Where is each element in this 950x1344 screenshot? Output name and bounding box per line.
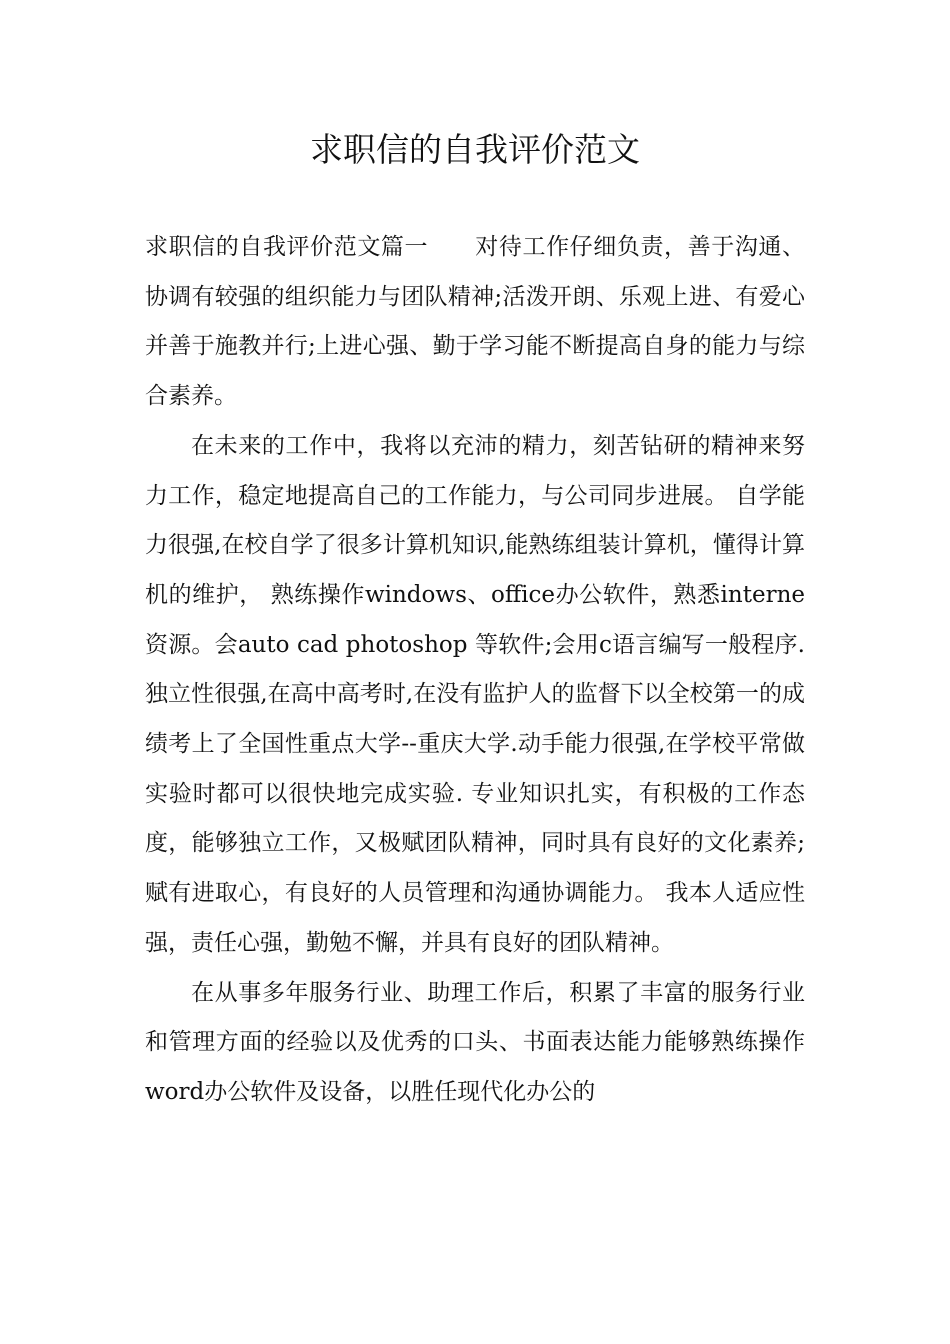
document-body: [145, 223, 805, 1118]
paragraph-2: 在未来的工作中，我将以充沛的精力，刻苦钻研的精神来努力工作，稳定地提高自己的工作能力，与公司同步进展。 自学能力很强,在校自学了很多计算机知识,能熟练组装计算机，懂得计算机的维护， 熟练操作windows、office办公软件，熟悉interne资源。会auto cad photoshop 等软件;会用c语言编写一般程序.独立性很强,在高中高考时,在没有监护人的监督下以全校第一的成绩考上了全国性重点大学--重庆大学.动手能力很强,在学校平常做实验时都可以很快地完成实验. 专业知识扎实，有积极的工作态度，能够独立工作，又极赋团队精神，同时具有良好的文化素养;赋有进取心，有良好的人员管理和沟通协调能力。 我本人适应性强，责任心强，勤勉不懈，并具有良好的团队精神。: [145, 432, 805, 956]
paragraph-3: 在从事多年服务行业、助理工作后，积累了丰富的服务行业和管理方面的经验以及优秀的口头、书面表达能力能够熟练操作word办公软件及设备，以胜任现代化办公的: [145, 979, 805, 1105]
paragraph-1: 求职信的自我评价范文篇一 对待工作仔细负责，善于沟通、协调有较强的组织能力与团队精神;活泼开朗、乐观上进、有爱心并善于施教并行;上进心强、勤于学习能不断提高自身的能力与综合素养。: [145, 234, 805, 410]
document-title: 求职信的自我评价范文: [310, 130, 640, 169]
